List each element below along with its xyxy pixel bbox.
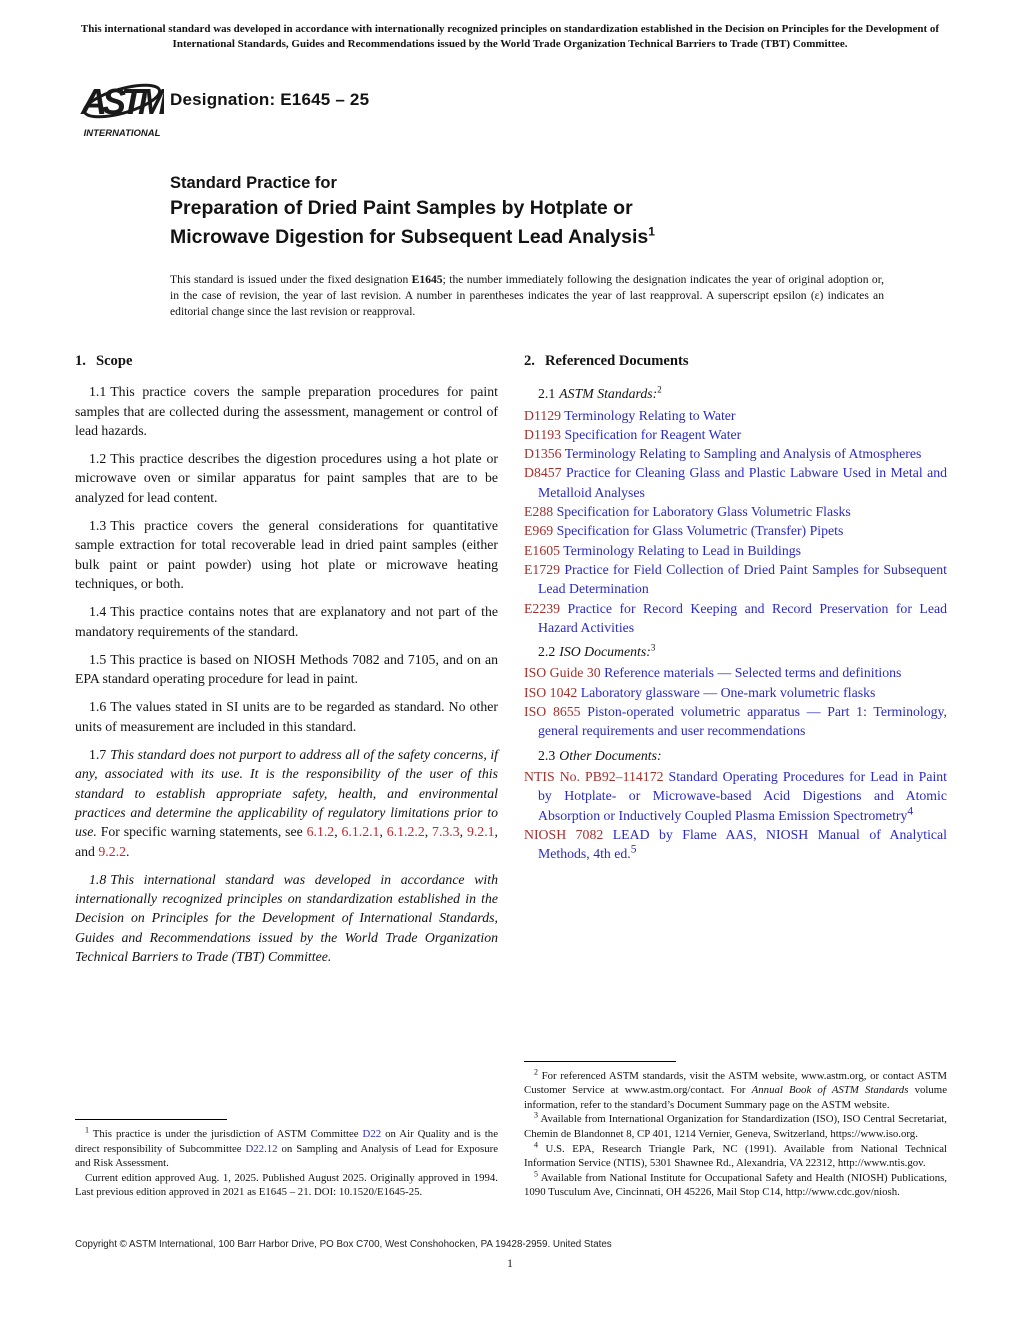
ref-iso-1042 [524,683,947,702]
ref-ntis-pb92 [524,767,947,825]
ref-e2239-title[interactable]: Practice for Record Keeping and Record Preservation for Lead Hazard Activities [538,600,947,635]
referenced-documents-heading: 2. Referenced Documents [524,353,689,369]
scope-paragraph-1-3: 1.3 This practice covers the general considerations for quantitative sample extraction for total recoverable lead in dried paint samples (either bulk paint or paint powder) using hot plate or microwave heating techniques, or both. [75,518,498,591]
ref-d1129-title[interactable]: Terminology Relating to Water [564,407,736,423]
warning-ref-9-2-2[interactable]: 9.2.2 [98,843,126,859]
ref-e2239 [524,599,947,638]
committee-d22-link[interactable]: D22 [362,1128,382,1141]
astm-standards-subheading: 2.1 ASTM Standards:$^2$ [538,384,662,402]
ref-d1356 [524,444,947,463]
warning-ref-6-1-2-2[interactable]: 6.1.2.2 [386,824,425,840]
ref-d1129-code[interactable]: D1129 [524,407,562,423]
ref-ntis-pb92-title[interactable]: Standard Operating Procedures for Lead in Paint by Hotplate- or Microwave-based Acid Digestions and Atomic Absorption or Inductively Coupled Plasma Emission Spectrometry [538,768,948,823]
page-number: 1 [507,1258,513,1270]
ref-e969 [524,521,947,540]
issued-statement: This standard is issued under the fixed designation E1645; the number immediately following the designation indicates the year of original adoption or, in the case of revision, the year of last revision. A number in parentheses indicates the year of last reapproval. A superscript epsilon (ε) indicates an editorial change since the last revision or reapproval. [170,273,884,318]
two-column-body [75,352,947,1200]
ref-ntis-footnote-ref[interactable]: 4 [907,804,914,817]
astm-logo-letters: ASTM [81,81,163,122]
ref-d1193-title[interactable]: Specification for Reagent Water [564,426,742,442]
ref-e969-code[interactable]: E969 [524,523,554,539]
wto-tbt-notice: This international standard was developed in accordance with internationally recognized principles on standardization established in the Decision on Principles for the Development of International Standards, Guides and Recommendations issued by the World Trade Organization Technical Barriers to Trade (TBT) Committee. [80,23,940,50]
ref-e288-title[interactable]: Specification for Laboratory Glass Volumetric Flasks [556,504,851,520]
ref-d1193 [524,425,947,444]
ref-d1356-title[interactable]: Terminology Relating to Sampling and Analysis of Atmospheres [564,446,922,462]
ref-d8457-code[interactable]: D8457 [524,465,562,481]
ref-d8457 [524,463,947,502]
title-kicker: Standard Practice for [170,174,337,192]
astm-logo-icon [80,70,164,151]
iso-documents-subheading: 2.2 ISO Documents:$^3$ [538,642,656,660]
ref-ntis-pb92-code[interactable]: NTIS No. PB92–114172 [524,768,664,784]
warning-ref-7-3-3[interactable]: 7.3.3 [432,824,460,840]
footnote-5: $^5$ Available from National Institute for Occupational Safety and Health (NIOSH) Publications, 1090 Tusculum Ave, Cincinnati, OH 45226, Mail Stop C14, http://www.cdc.gov/niosh. [524,1169,948,1199]
footnote-separator [75,1119,227,1120]
ref-niosh-7082 [524,825,947,864]
title-footnote-ref[interactable]: 1 [648,224,655,239]
title-line-1: Preparation of Dried Paint Samples by Hotplate or [170,197,633,219]
ref-iso-1042-code[interactable]: ISO 1042 [524,684,578,700]
footnote-2: $^2$ For referenced ASTM standards, visit the ASTM website, www.astm.org, or contact ASTM Customer Service at www.astm.org/contact. For Annual Book of ASTM Standards volume information, refer to the standard’s Document Summary page on the ASTM website. [524,1067,947,1111]
footnote-3: $^3$ Available from International Organization for Standardization (ISO), ISO Central Secretariat, Chemin de Blandonnet 8, CP 401, 1214 Vernier, Geneva, Switzerland, https://www.iso.org. [524,1110,947,1141]
designation: Designation: E1645 – 25 [170,90,370,109]
ref-d8457-title[interactable]: Practice for Cleaning Glass and Plastic Labware Used in Metal and Metalloid Analyses [538,465,947,500]
ref-iso-1042-title[interactable]: Laboratory glassware — One-mark volumetric flasks [580,684,876,700]
right-column [524,352,947,1200]
warning-ref-9-2-1[interactable]: 9.2.1 [466,824,495,840]
scope-paragraph-1-6: 1.6 The values stated in SI units are to be regarded as standard. No other units of measurement are included in this standard. [75,699,498,734]
ref-e1605 [524,541,947,560]
copyright-line: Copyright © ASTM International, 100 Barr Harbor Drive, PO Box C700, West Conshohocken, PA 19428-2959. United States [75,1239,612,1250]
footnote-edition: Current edition approved Aug. 1, 2025. Published August 2025. Originally approved in 1994. Last previous edition approved in 2021 as E1645 – 21. DOI: 10.1520/E1645-25. [75,1171,498,1199]
ref-e1605-code[interactable]: E1605 [524,542,561,558]
ref-d1356-code[interactable]: D1356 [524,446,562,462]
title-line-2: Microwave Digestion for Subsequent Lead Analysis$^1$ [170,224,655,248]
ref-iso-guide-30 [524,663,947,682]
ref-niosh-footnote-ref[interactable]: 5 [630,843,637,856]
scope-paragraph-1-5: 1.5 This practice is based on NIOSH Methods 7082 and 7105, and on an EPA standard operating procedure for lead in paint. [75,651,498,687]
ref-e1605-title[interactable]: Terminology Relating to Lead in Buildings [563,542,802,558]
ref-d1193-code[interactable]: D1193 [524,426,562,442]
footnote-1: $^1$ This practice is under the jurisdiction of ASTM Committee D22 on Air Quality and is the direct responsibility of Subcommittee D22.12 on Sampling and Analysis of Lead for Exposure and Risk Assessment. [75,1125,498,1170]
footnote-4: $^4$ U.S. EPA, Research Triangle Park, NC (1991). Available from National Technical Information Service (NTIS), 5301 Shawnee Rd., Alexandria, VA 22312, http://www.ntis.gov. [524,1140,947,1170]
scope-paragraph-1-4: 1.4 This practice contains notes that are explanatory and not part of the mandatory requirements of the standard. [75,604,498,639]
ref-e1729 [524,560,947,599]
warning-ref-6-1-2[interactable]: 6.1.2 [306,824,335,840]
subcommittee-d22-12-link[interactable]: D22.12 [245,1142,278,1155]
ref-iso-8655-code[interactable]: ISO 8655 [524,704,581,720]
right-footnotes [524,1061,947,1200]
ref-iso-8655-title[interactable]: Piston-operated volumetric apparatus — Part 1: Terminology, general requirements and user recommendations [538,704,948,739]
left-column [75,352,498,1200]
ref-niosh-7082-title[interactable]: LEAD by Flame AAS, NIOSH Manual of Analytical Methods, 4th ed. [538,826,948,862]
ref-niosh-7082-code[interactable]: NIOSH 7082 [524,826,604,842]
ref-d1129 [524,406,947,425]
ref-iso-8655 [524,702,947,741]
astm-logo-subtitle: INTERNATIONAL [83,128,161,139]
scope-heading: 1. Scope [75,353,133,369]
footnote-separator [524,1061,676,1062]
scope-paragraph-1-2: 1.2 This practice describes the digestion procedures using a hot plate or microwave oven or similar apparatus for paint samples that are to be analyzed for lead content. [75,451,498,505]
other-documents-subheading: 2.3 Other Documents: [538,747,662,763]
scope-paragraph-1-8: 1.8 This international standard was developed in accordance with internationally recognized principles on standardization established in the Decision on Principles for the Development of International Standards, Guides and Recommendations issued by the World Trade Organization Technical Barriers to Trade (TBT) Committee. [75,871,498,965]
scope-paragraph-1-7: 1.7 This standard does not purport to address all of the safety concerns, if any, associated with its use. It is the responsibility of the user of this standard to establish appropriate safety, health, and environmental practices and determine the applicability of regulatory limitations prior to use. For specific warning statements, see 6.1.2, 6.1.2.1, 6.1.2.2, 7.3.3, 9.2.1, and 9.2.2. [75,747,498,859]
ref-e2239-code[interactable]: E2239 [524,600,561,616]
ref-iso-guide-30-code[interactable]: ISO Guide 30 [524,665,601,681]
ref-e288-code[interactable]: E288 [524,504,554,520]
ref-e1729-code[interactable]: E1729 [524,561,561,577]
scope-paragraph-1-1: 1.1 This practice covers the sample preparation procedures for paint samples that are collected during the assessment, management or control of lead hazards. [75,384,498,438]
ref-e1729-title[interactable]: Practice for Field Collection of Dried Paint Samples for Subsequent Lead Determination [538,561,948,597]
left-footnotes [75,1119,498,1200]
ref-e288 [524,502,947,521]
ref-e969-title[interactable]: Specification for Glass Volumetric (Transfer) Pipets [556,523,844,539]
title-block [170,172,890,252]
warning-ref-6-1-2-1[interactable]: 6.1.2.1 [341,824,380,840]
ref-iso-guide-30-title[interactable]: Reference materials — Selected terms and definitions [604,665,902,681]
